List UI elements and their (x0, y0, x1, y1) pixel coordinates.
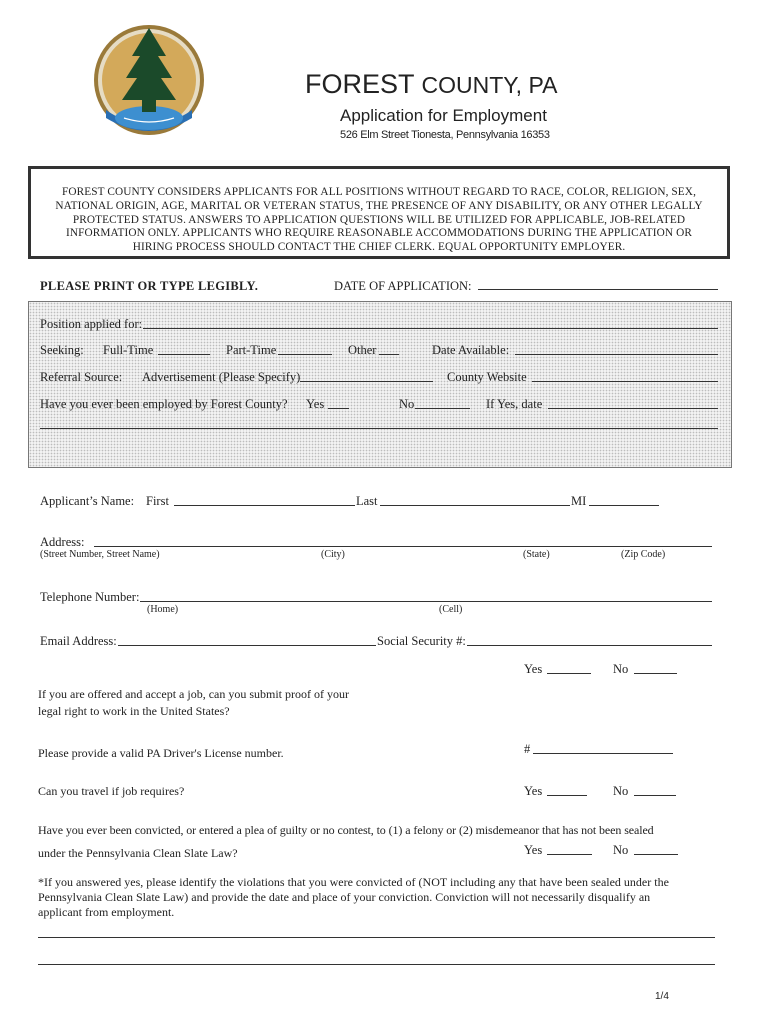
advertisement-label: Advertisement (Please Specify) (142, 370, 301, 384)
full-time-field[interactable] (158, 354, 210, 355)
address-label: Address: (40, 535, 85, 549)
proof-question-line: legal right to work in the United States? (38, 704, 230, 718)
seeking-label: Seeking: (40, 343, 84, 357)
part-time-label: Part-Time (226, 343, 277, 357)
proof-yes-label: Yes (524, 662, 543, 676)
convicted-question-cont: under the Pennsylvania Clean Slate Law? (38, 846, 238, 860)
license-question: Please provide a valid PA Driver's License number. (38, 746, 284, 760)
home-hint: (Home) (147, 604, 179, 615)
employed-no-field[interactable] (415, 408, 470, 409)
employed-question: Have you ever been employed by Forest County? (40, 397, 288, 411)
date-of-application-label: DATE OF APPLICATION: (334, 279, 472, 293)
date-of-application-field[interactable] (478, 289, 718, 290)
first-name-field[interactable] (174, 505, 355, 506)
employed-no-label: No (399, 397, 415, 411)
subtitle: Application for Employment (340, 106, 547, 125)
cell-hint: (Cell) (439, 604, 463, 615)
employed-yes-label: Yes (306, 397, 325, 411)
convicted-no-label: No (613, 843, 629, 857)
convicted-question: Have you ever been convicted, or entered a plea of guilty or no contest, to (1) a felony or (2) misdemeanor that has not been sealed (38, 823, 654, 837)
referral-source-label: Referral Source: (40, 370, 123, 384)
mi-field[interactable] (589, 505, 659, 506)
conviction-explanation (38, 875, 669, 920)
ssn-label: Social Security #: (377, 634, 466, 648)
explanation-line: applicant from employment. (38, 905, 175, 919)
convicted-no-field[interactable] (634, 854, 678, 855)
applicant-name-label: Applicant’s Name: (40, 494, 135, 508)
position-applied-field[interactable] (143, 328, 718, 329)
proof-yes-field[interactable] (547, 673, 591, 674)
title-forest: FOREST (305, 69, 415, 99)
forest-county-seal (92, 22, 206, 138)
if-yes-date-label: If Yes, date (486, 397, 543, 411)
proof-no-field[interactable] (634, 673, 677, 674)
notice-line: NATIONAL ORIGIN, AGE, MARITAL OR VETERAN STATUS, THE PRESENCE OF ANY DISABILITY, OR ANY OTHER LEGALLY (55, 199, 703, 212)
equal-opportunity-notice (28, 166, 730, 259)
telephone-field[interactable] (140, 601, 712, 602)
ssn-field[interactable] (467, 645, 712, 646)
convicted-yes-field[interactable] (547, 854, 592, 855)
other-field[interactable] (379, 354, 399, 355)
license-hash: # (524, 742, 531, 756)
travel-no-field[interactable] (634, 795, 676, 796)
address-field[interactable] (94, 546, 712, 547)
county-website-label: County Website (447, 370, 527, 384)
other-label: Other (348, 343, 377, 357)
last-name-field[interactable] (380, 505, 570, 506)
position-applied-label: Position applied for: (40, 317, 143, 331)
if-yes-date-field[interactable] (548, 408, 718, 409)
street-hint: (Street Number, Street Name) (40, 549, 160, 560)
explanation-line: *If you answered yes, please identify the violations that you were convicted of (NOT including any that have been sealed under the (38, 875, 669, 889)
title-county-pa: COUNTY, PA (421, 72, 558, 98)
last-name-label: Last (356, 494, 378, 508)
notice-line: INFORMATION ONLY. APPLICANTS WHO REQUIRE REASONABLE ACCOMMODATIONS DURING THE APPLICATION OR (66, 227, 692, 240)
travel-yes-label: Yes (524, 784, 543, 798)
state-hint: (State) (523, 549, 550, 560)
page-number: 1/4 (655, 991, 669, 1002)
first-name-label: First (146, 494, 169, 508)
employed-details-field[interactable] (40, 428, 718, 429)
date-available-label: Date Available: (432, 343, 510, 357)
email-field[interactable] (118, 645, 376, 646)
telephone-label: Telephone Number: (40, 590, 140, 604)
email-label: Email Address: (40, 634, 117, 648)
license-number-field[interactable] (533, 753, 673, 754)
proof-no-label: No (613, 662, 629, 676)
notice-line: HIRING PROCESS SHOULD CONTACT THE CHIEF CLERK. EQUAL OPPORTUNITY EMPLOYER. (132, 241, 626, 254)
proof-question-line: If you are offered and accept a job, can you submit proof of your (38, 687, 349, 701)
travel-yes-field[interactable] (547, 795, 587, 796)
part-time-field[interactable] (278, 354, 332, 355)
print-instruction: PLEASE PRINT OR TYPE LEGIBLY. (40, 279, 259, 293)
explanation-line: Pennsylvania Clean Slate Law) and provide the date and place of your conviction. Conviction will not necessarily disqualify an (38, 890, 651, 904)
travel-question: Can you travel if job requires? (38, 784, 185, 798)
city-hint: (City) (321, 549, 345, 560)
travel-no-label: No (613, 784, 629, 798)
convicted-yes-label: Yes (524, 843, 543, 857)
employed-yes-field[interactable] (328, 408, 349, 409)
zip-hint: (Zip Code) (621, 549, 666, 560)
full-time-label: Full-Time (103, 343, 154, 357)
conviction-details-field-1[interactable] (38, 937, 715, 938)
date-available-field[interactable] (515, 354, 718, 355)
notice-line: FOREST COUNTY CONSIDERS APPLICANTS FOR ALL POSITIONS WITHOUT REGARD TO RACE, COLOR, RELIGION, SEX, (61, 186, 696, 198)
county-address: 526 Elm Street Tionesta, Pennsylvania 16353 (340, 129, 550, 141)
page-title (305, 69, 557, 100)
county-website-field[interactable] (532, 381, 718, 382)
advertisement-field[interactable] (300, 381, 433, 382)
mi-label: MI (571, 494, 587, 508)
notice-line: PROTECTED STATUS. ANSWERS TO APPLICATION QUESTIONS WILL BE UTILIZED FOR APPLICABLE, JOB-RELATED (72, 213, 686, 226)
proof-question (38, 686, 349, 720)
conviction-details-field-2[interactable] (38, 964, 715, 965)
